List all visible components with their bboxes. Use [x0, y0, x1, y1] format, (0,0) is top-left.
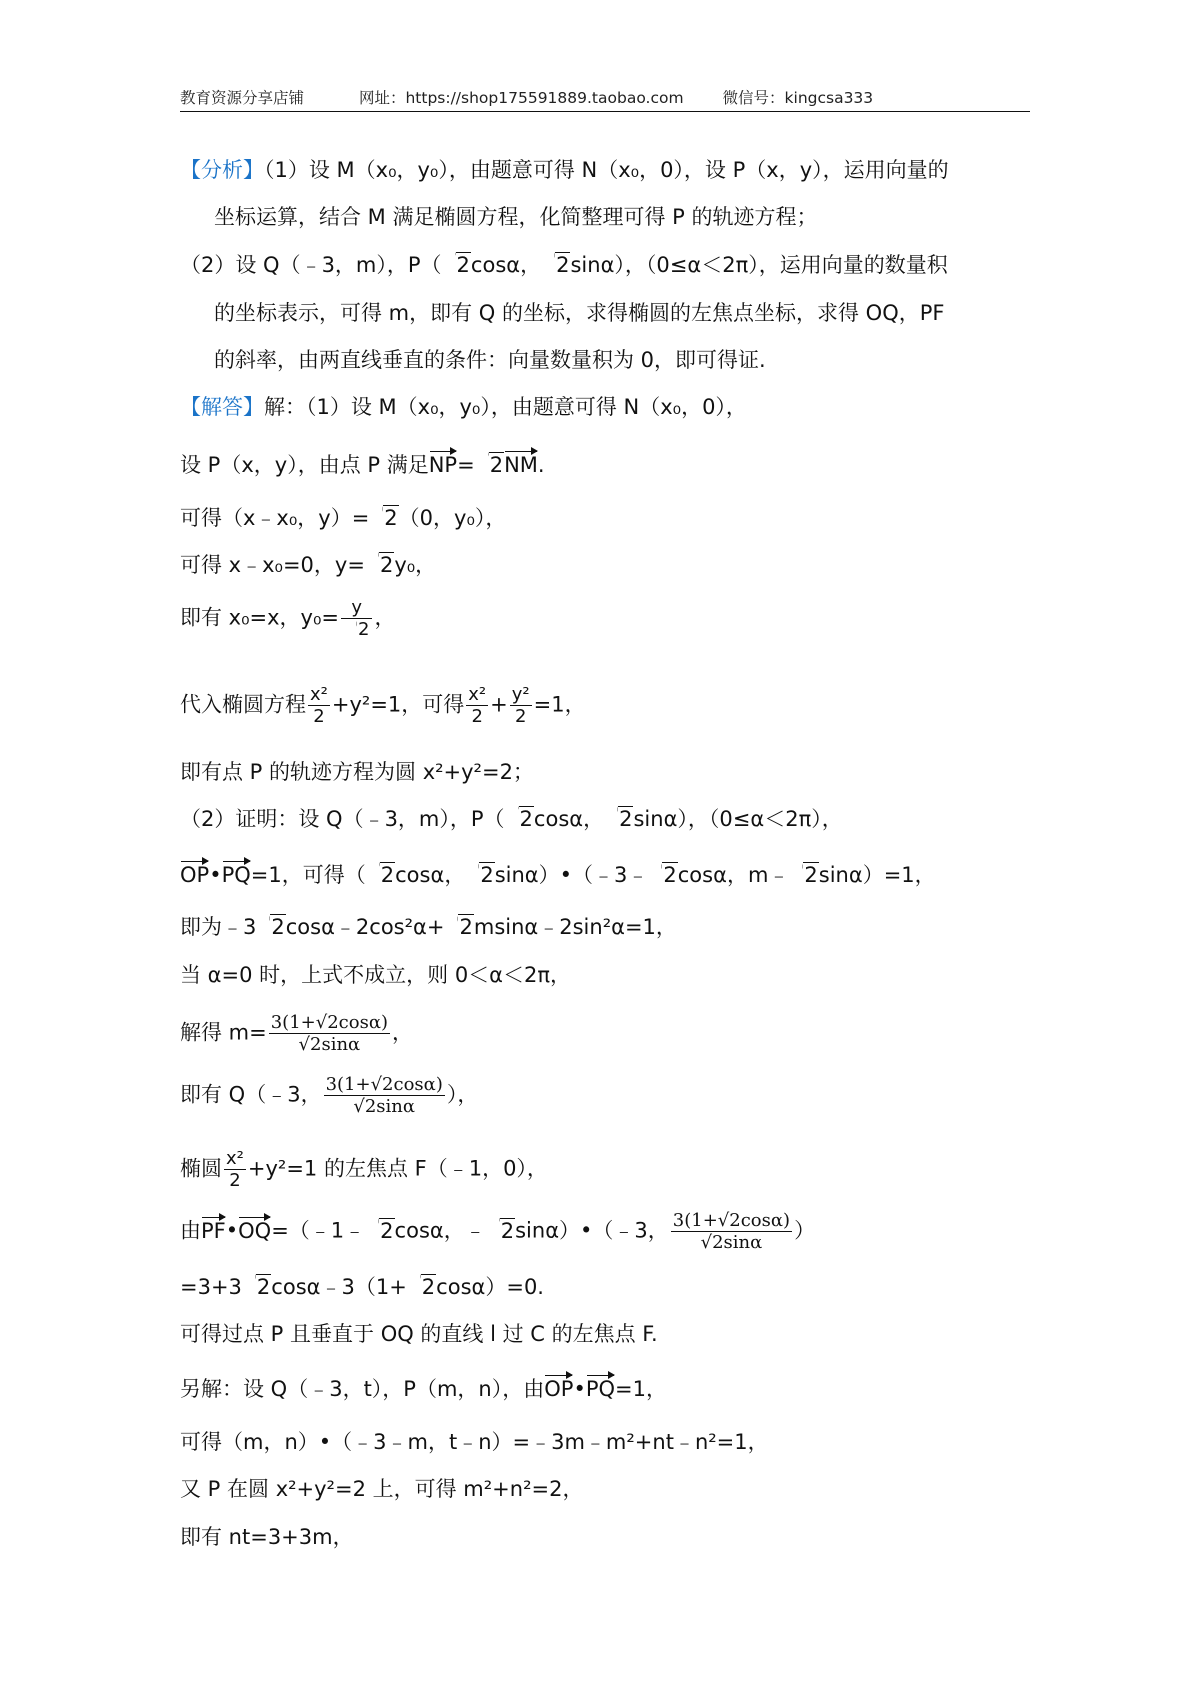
denominator — [341, 619, 372, 640]
solution-text: sinα）•（﹣3﹣ — [494, 863, 649, 887]
solution-text: 即有 Q（﹣3， — [180, 1082, 322, 1107]
radicand: 2 — [256, 1275, 271, 1299]
sqrt-symbol — [790, 860, 818, 890]
fraction — [308, 684, 330, 727]
radicand: 2 — [489, 453, 504, 477]
radicand: 2 — [379, 553, 394, 577]
solution-text: 可得（m，n）•（﹣3﹣m，t﹣n）=﹣3m﹣m²+nt﹣n²=1， — [180, 1430, 769, 1454]
solution-line-18 — [180, 1372, 667, 1404]
solution-text: 即有点 P 的轨迹方程为圆 x²+y²=2； — [180, 760, 534, 784]
analysis-text: 的斜率，由两直线垂直的条件：向量数量积为 0，即可得证. — [214, 348, 766, 372]
denominator: √2sinα — [353, 1096, 416, 1117]
solution-text: 可得 x﹣x₀=0，y= — [180, 553, 365, 577]
solution-text: +y²=1 的左焦点 F（﹣1，0）， — [247, 1156, 548, 1181]
solution-text: cosα）=0. — [436, 1275, 544, 1299]
solution-text: . — [537, 453, 545, 477]
solution-line-20 — [180, 1474, 583, 1504]
solution-text: 解：（1）设 M（x₀，y₀），由题意可得 N（x₀，0）， — [264, 395, 747, 419]
solution-text: 由 — [180, 1218, 201, 1243]
sqrt-symbol — [466, 860, 494, 890]
analysis-line-2 — [214, 202, 817, 232]
sqrt-symbol — [366, 550, 394, 580]
analysis-text: sinα），（0≤α＜2π），运用向量的数量积 — [570, 253, 948, 277]
radicand: 2 — [556, 253, 570, 277]
sqrt-symbol — [487, 1216, 515, 1246]
radicand: 2 — [519, 807, 533, 831]
vector-pf: PF — [201, 1214, 226, 1246]
analysis-text: （1）设 M（x₀，y₀），由题意可得 N（x₀，0），设 P（x，y），运用向量的 — [264, 158, 949, 182]
analysis-line-1 — [180, 155, 949, 185]
denominator: 2 — [471, 706, 483, 727]
solution-text: msinα﹣2sin²α=1， — [473, 915, 677, 939]
solution-text: = — [457, 453, 475, 477]
numerator: x² — [468, 684, 487, 705]
analysis-line-5 — [214, 345, 766, 375]
sqrt-symbol — [243, 1272, 271, 1302]
vector-oq: OQ — [238, 1214, 271, 1246]
sqrt-symbol — [445, 912, 473, 942]
solution-text: +y²=1，可得 — [331, 692, 465, 717]
analysis-line-3 — [180, 250, 948, 280]
sqrt-symbol — [408, 1272, 436, 1302]
solution-text: ， — [374, 605, 396, 630]
radicand: 2 — [380, 863, 395, 887]
solution-line-1 — [180, 392, 747, 422]
solution-text: sinα）•（﹣3， — [515, 1218, 669, 1243]
solution-text: （2）证明：设 Q（﹣3，m），P（ — [180, 807, 505, 831]
radicand: 2 — [619, 807, 633, 831]
solution-text: 即为﹣3 — [180, 915, 257, 939]
header-shop: 教育资源分享店铺 — [180, 89, 305, 107]
vector-pq: PQ — [222, 858, 251, 890]
solution-text: cosα﹣2cos²α+ — [285, 915, 445, 939]
denominator: √2sinα — [700, 1232, 763, 1253]
solution-text: 当 α=0 时，上式不成立，则 0＜α＜2π， — [180, 963, 572, 987]
radicand: 2 — [271, 915, 285, 939]
fraction — [510, 684, 532, 727]
sqrt-symbol — [344, 619, 370, 640]
vector-np: NP — [429, 448, 457, 480]
solution-text: cosα，m﹣ — [677, 863, 790, 887]
radicand: 2 — [459, 915, 473, 939]
solution-line-11 — [180, 960, 571, 990]
solution-text: 设 P（x，y），由点 P 满足 — [180, 453, 429, 477]
solution-line-14 — [180, 1148, 548, 1191]
solution-line-13 — [180, 1074, 478, 1117]
solution-text: y₀， — [394, 553, 437, 577]
solution-line-9 — [180, 858, 936, 890]
sqrt-symbol — [370, 503, 398, 533]
solution-text: cosα﹣3（1+ — [271, 1275, 407, 1299]
fraction-m — [671, 1210, 792, 1253]
dot-operator: • — [225, 1218, 239, 1243]
denominator: 2 — [514, 706, 527, 727]
solution-text: 即有 x₀=x，y₀= — [180, 605, 339, 630]
solution-line-7 — [180, 757, 534, 787]
solution-line-2 — [180, 448, 545, 480]
solution-line-17 — [180, 1319, 658, 1349]
solution-line-21 — [180, 1522, 354, 1552]
solution-line-8 — [180, 804, 843, 834]
analysis-text: 的坐标表示，可得 m，即有 Q 的坐标，求得椭圆的左焦点坐标，求得 OQ，PF — [214, 301, 945, 325]
dot-operator: • — [209, 863, 222, 887]
solution-text: =（﹣1﹣ — [271, 1218, 366, 1243]
solution-text: =1， — [615, 1377, 667, 1401]
solution-text: 解得 m= — [180, 1020, 267, 1045]
numerator: 3(1+√2cosα) — [325, 1074, 443, 1095]
sqrt-symbol — [366, 1216, 394, 1246]
sqrt-symbol — [542, 250, 570, 280]
denominator: 2 — [313, 706, 325, 727]
radicand: 2 — [663, 863, 677, 887]
fraction — [224, 1148, 246, 1191]
solution-text: 可得（x﹣x₀，y）= — [180, 506, 370, 530]
solution-text: ）， — [446, 1082, 479, 1107]
solution-text: 可得过点 P 且垂直于 OQ 的直线 l 过 C 的左焦点 F. — [180, 1322, 658, 1346]
fraction — [341, 597, 372, 640]
fraction-m — [269, 1012, 390, 1055]
solution-text: ） — [794, 1218, 816, 1243]
analysis-text: （2）设 Q（﹣3，m），P（ — [180, 253, 442, 277]
sqrt-symbol — [649, 860, 677, 890]
sqrt-symbol — [506, 804, 534, 834]
radicand: 2 — [500, 1218, 515, 1243]
solution-text: 又 P 在圆 x²+y²=2 上，可得 m²+n²=2， — [180, 1477, 584, 1501]
dot-operator: • — [573, 1377, 586, 1401]
solution-line-4 — [180, 550, 436, 580]
solution-text: =1，可得（ — [250, 863, 366, 887]
page-header — [180, 86, 1030, 108]
solution-text: sinα）=1， — [818, 863, 936, 887]
solution-line-12 — [180, 1012, 413, 1055]
numerator: y — [341, 597, 372, 619]
solution-text: sinα），（0≤α＜2π）， — [633, 807, 843, 831]
fraction — [466, 684, 488, 727]
solution-text: 椭圆 — [180, 1156, 222, 1181]
vector-op: OP — [180, 858, 209, 890]
solution-line-5 — [180, 597, 395, 640]
solution-text: =1， — [533, 692, 586, 717]
vector-pq: PQ — [586, 1372, 615, 1404]
solution-text: 即有 nt=3+3m， — [180, 1525, 354, 1549]
fraction-m — [324, 1074, 445, 1117]
radicand: 2 — [358, 619, 370, 640]
sqrt-symbol — [367, 860, 395, 890]
sqrt-symbol — [443, 250, 471, 280]
radicand: 2 — [380, 1218, 394, 1243]
header-wechat-label: 微信号： — [722, 89, 785, 107]
solution-text: cosα， — [395, 863, 466, 887]
header-url-label: 网址： — [358, 89, 406, 107]
solution-text: 另解：设 Q（﹣3，t），P（m，n），由 — [180, 1377, 545, 1401]
sqrt-symbol — [476, 450, 504, 480]
numerator: x² — [226, 1148, 244, 1169]
solution-line-10 — [180, 912, 677, 942]
solution-text: ， — [392, 1020, 413, 1045]
vector-op: OP — [544, 1372, 573, 1404]
solution-line-15 — [180, 1210, 815, 1253]
solution-text: （0，y₀）， — [398, 506, 507, 530]
radicand: 2 — [421, 1275, 436, 1299]
numerator: 3(1+√2cosα) — [270, 1012, 388, 1033]
solution-line-19 — [180, 1427, 769, 1457]
header-rule — [180, 111, 1030, 112]
denominator: √2sinα — [298, 1034, 361, 1055]
solution-tag: 【解答】 — [180, 395, 264, 419]
sqrt-symbol — [257, 912, 285, 942]
analysis-text: 坐标运算，结合 M 满足椭圆方程，化简整理可得 P 的轨迹方程； — [214, 205, 818, 229]
denominator: 2 — [229, 1170, 241, 1191]
solution-line-3 — [180, 503, 506, 533]
analysis-tag: 【分析】 — [180, 158, 264, 182]
radicand: 2 — [456, 253, 470, 277]
solution-text: 代入椭圆方程 — [180, 692, 306, 717]
solution-text: =3+3 — [180, 1275, 242, 1299]
radicand: 2 — [804, 863, 818, 887]
solution-line-16 — [180, 1272, 544, 1302]
header-url[interactable]: https://shop175591889.taobao.com — [405, 89, 684, 107]
numerator: y² — [511, 684, 530, 705]
analysis-text: cosα， — [470, 253, 542, 277]
vector-nm: NM — [504, 448, 538, 480]
analysis-line-4 — [214, 298, 945, 328]
solution-line-6: 代入椭圆方程 $\frac{\text{x²}}{2}$ +y²=1，可得 $\frac{\text{x²}}{2}$ + $\frac{\text{y²}}{2}$ =1， — [180, 684, 586, 727]
solution-text: cosα，﹣ — [394, 1218, 486, 1243]
radicand: 2 — [384, 506, 398, 530]
solution-text: cosα， — [533, 807, 605, 831]
header-wechat: kingcsa333 — [784, 89, 874, 107]
radicand: 2 — [480, 863, 494, 887]
numerator: 3(1+√2cosα) — [672, 1210, 791, 1231]
sqrt-symbol — [605, 804, 633, 834]
numerator: x² — [310, 684, 328, 705]
